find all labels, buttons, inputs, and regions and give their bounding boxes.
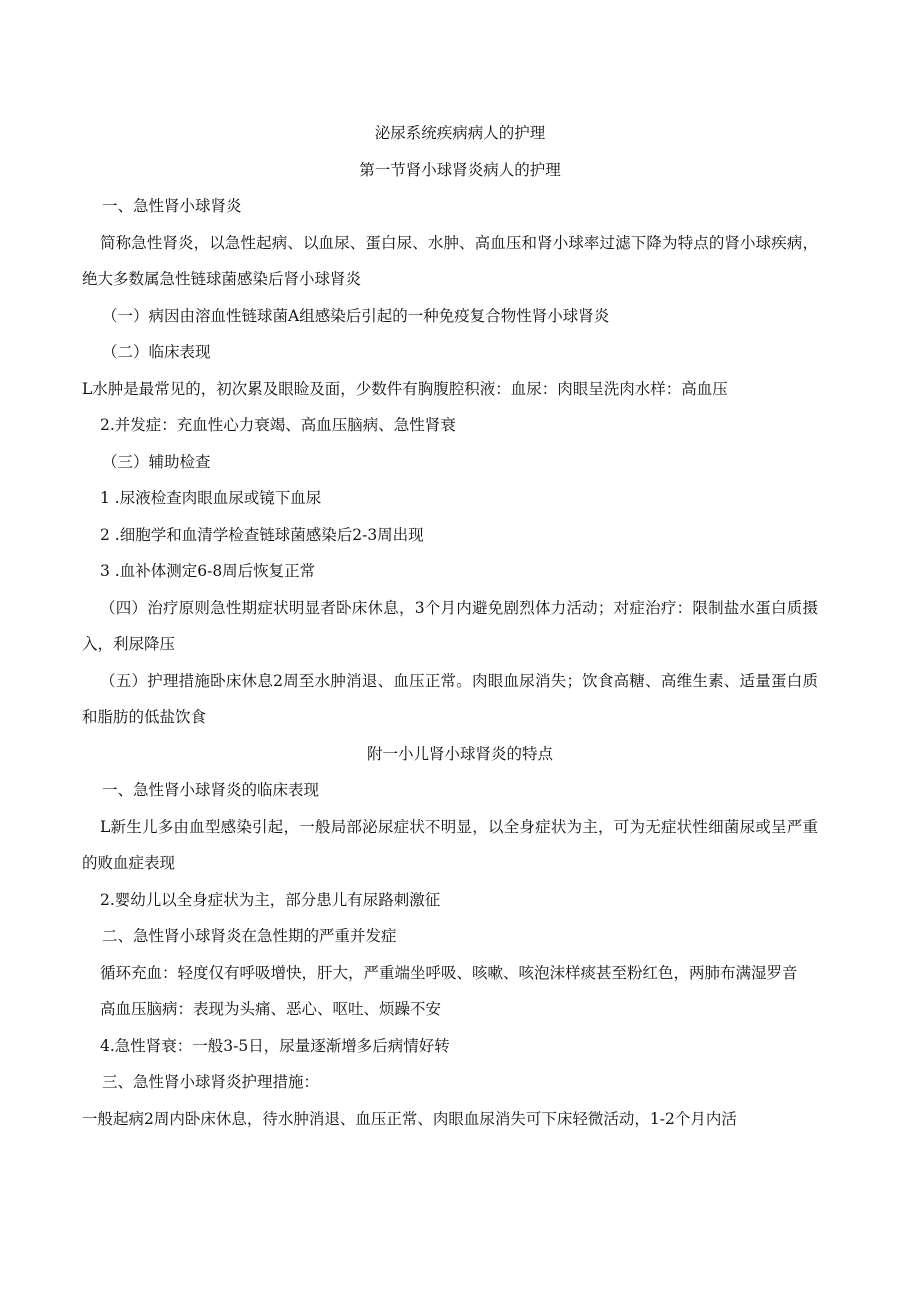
item-complications: 2.并发症：充血性心力衰竭、高血压脑病、急性肾衰 (100, 416, 456, 434)
heading-acute-glomerulonephritis: 一、急性肾小球肾炎 (102, 197, 242, 215)
item-etiology: （一）病因由溶血性链球菌A组感染后引起的一种免疫复合物性肾小球肾炎 (102, 306, 610, 325)
appendix-item-renal-failure: 4.急性肾衰：一般3-5日，尿量逐渐增多后病情好转 (100, 1036, 450, 1055)
section-title: 第一节肾小球肾炎病人的护理 (359, 160, 561, 179)
item-auxiliary-exam: （三）辅助检查 (102, 452, 211, 471)
appendix-heading-3: 三、急性肾小球肾炎护理措施： (102, 1073, 320, 1091)
appendix-heading-2: 二、急性肾小球肾炎在急性期的严重并发症 (102, 927, 397, 945)
appendix-paragraph-newborn: L新生儿多由血型感染引起，一般局部泌尿症状不明显，以全身症状为主，可为无症状性细菌尿或呈严重的败血症表现 (82, 817, 818, 872)
item-clinical-manifestation: （二）临床表现 (102, 343, 211, 361)
paragraph-treatment: （四）治疗原则急性期症状明显者卧床休息，3个月内避免剧烈体力活动；对症治疗：限制盐水蛋白质摄入，利尿降压 (82, 598, 818, 653)
appendix-title: 附一小儿肾小球肾炎的特点 (366, 744, 553, 763)
item-edema: L水肿是最常见的，初次累及眼睑及面，少数件有胸腹腔积液：血尿：肉眼呈洗肉水样：高血压 (82, 379, 728, 398)
paragraph-nursing: （五）护理措施卧床休息2周至水肿消退、血压正常。肉眼血尿消失；饮食高糖、高维生素、适量蛋白质和脂肪的低盐饮食 (82, 671, 818, 726)
document-body (82, 115, 818, 1137)
appendix-item-infant: 2.婴幼儿以全身症状为主，部分患儿有尿路刺激征 (100, 890, 441, 909)
appendix-heading-1: 一、急性肾小球肾炎的临床表现 (102, 781, 320, 799)
appendix-paragraph-rest: 一般起病2周内卧床休息，待水肿消退、血压正常、肉眼血尿消失可下床轻微活动，1-2个月内活 (82, 1109, 737, 1128)
document-title: 泌尿系统疾病病人的护理 (374, 124, 546, 142)
exam-item-1: 1 .尿液检查肉眼血尿或镜下血尿 (100, 489, 322, 507)
appendix-item-hypertensive: 高血压脑病：表现为头痛、恶心、呕吐、烦躁不安 (100, 1000, 442, 1018)
exam-item-3: 3 .血补体测定6-8周后恢复正常 (100, 562, 316, 580)
appendix-paragraph-circulation: 循环充血：轻度仅有呼吸增快，肝大，严重端坐呼吸、咳嗽、咳泡沫样痰甚至粉红色，两肺布满湿罗音 (100, 963, 798, 982)
paragraph-definition: 简称急性肾炎，以急性起病、以血尿、蛋白尿、水肿、高血压和肾小球率过滤下降为特点的肾小球疾病，绝大多数属急性链球菌感染后肾小球肾炎 (82, 233, 818, 288)
exam-item-2: 2 .细胞学和血清学检查链球菌感染后2-3周出现 (100, 525, 424, 544)
